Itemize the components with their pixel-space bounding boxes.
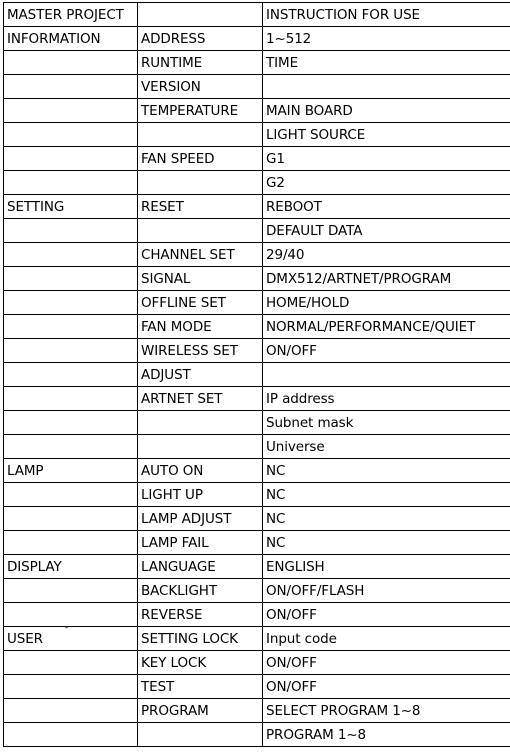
table-row xyxy=(4,219,510,243)
table-cell-category xyxy=(4,243,138,267)
table-cell-instruction: LIGHT SOURCE xyxy=(263,123,510,147)
table-cell-instruction: IP address xyxy=(263,387,510,411)
instruction-table-body xyxy=(4,3,510,747)
table-cell-item xyxy=(138,219,263,243)
table-cell-instruction: REBOOT xyxy=(263,195,510,219)
table-cell-item xyxy=(138,723,263,747)
table-cell-instruction: Universe xyxy=(263,435,510,459)
table-cell-item: ADJUST xyxy=(138,363,263,387)
table-row xyxy=(4,147,510,171)
table-cell-category xyxy=(4,51,138,75)
table-row xyxy=(4,51,510,75)
table-cell-category xyxy=(4,363,138,387)
table-cell-instruction xyxy=(263,363,510,387)
table-cell-item xyxy=(138,171,263,195)
table-row xyxy=(4,435,510,459)
table-cell-instruction: HOME/HOLD xyxy=(263,291,510,315)
table-cell-instruction: ON/OFF xyxy=(263,651,510,675)
table-cell-item: LANGUAGE xyxy=(138,555,263,579)
table-cell-item: PROGRAM xyxy=(138,699,263,723)
table-cell-category xyxy=(4,723,138,747)
table-cell-category xyxy=(4,291,138,315)
table-cell-instruction: ENGLISH xyxy=(263,555,510,579)
table-cell-item: SETTING LOCK xyxy=(138,627,263,651)
table-cell-instruction: ON/OFF xyxy=(263,675,510,699)
table-row xyxy=(4,291,510,315)
table-row xyxy=(4,123,510,147)
table-cell-instruction: ON/OFF/FLASH xyxy=(263,579,510,603)
table-cell-instruction: NC xyxy=(263,507,510,531)
table-cell-category: DISPLAY xyxy=(4,555,138,579)
table-cell-item: FAN SPEED xyxy=(138,147,263,171)
table-cell-instruction: Subnet mask xyxy=(263,411,510,435)
table-cell-instruction: G2 xyxy=(263,171,510,195)
table-row xyxy=(4,723,510,747)
table-cell-instruction: DMX512/ARTNET/PROGRAM xyxy=(263,267,510,291)
table-cell-category xyxy=(4,171,138,195)
table-row xyxy=(4,315,510,339)
table-cell-category xyxy=(4,75,138,99)
table-cell-item: RUNTIME xyxy=(138,51,263,75)
table-row xyxy=(4,339,510,363)
table-row xyxy=(4,99,510,123)
table-row xyxy=(4,579,510,603)
table-cell-item: AUTO ON xyxy=(138,459,263,483)
table-row xyxy=(4,651,510,675)
table-header-row xyxy=(4,3,510,27)
table-cell-category xyxy=(4,699,138,723)
table-cell-category xyxy=(4,411,138,435)
table-cell-instruction: 1~512 xyxy=(263,27,510,51)
header-instruction-for-use: INSTRUCTION FOR USE xyxy=(263,3,510,27)
table-cell-instruction: TIME xyxy=(263,51,510,75)
table-row xyxy=(4,267,510,291)
table-row xyxy=(4,555,510,579)
table-cell-category xyxy=(4,483,138,507)
table-cell-item: LAMP FAIL xyxy=(138,531,263,555)
table-row xyxy=(4,699,510,723)
table-cell-category: SETTING xyxy=(4,195,138,219)
table-cell-category xyxy=(4,435,138,459)
table-cell-instruction: ON/OFF xyxy=(263,339,510,363)
table-cell-category xyxy=(4,675,138,699)
table-cell-item: FAN MODE xyxy=(138,315,263,339)
table-cell-category xyxy=(4,219,138,243)
table-cell-item: KEY LOCK xyxy=(138,651,263,675)
table-cell-item xyxy=(138,435,263,459)
table-cell-instruction: SELECT PROGRAM 1~8 xyxy=(263,699,510,723)
table-cell-item: VERSION xyxy=(138,75,263,99)
table-row xyxy=(4,27,510,51)
table-cell-category xyxy=(4,651,138,675)
table-cell-item: SIGNAL xyxy=(138,267,263,291)
table-cell-item xyxy=(138,123,263,147)
table-cell-instruction: NORMAL/PERFORMANCE/QUIET xyxy=(263,315,510,339)
table-cell-instruction: G1 xyxy=(263,147,510,171)
table-cell-item: TEST xyxy=(138,675,263,699)
table-cell-category xyxy=(4,531,138,555)
table-row xyxy=(4,627,510,651)
table-cell-item: ADDRESS xyxy=(138,27,263,51)
table-cell-instruction: 29/40 xyxy=(263,243,510,267)
table-cell-category xyxy=(4,267,138,291)
table-cell-item: BACKLIGHT xyxy=(138,579,263,603)
table-cell-instruction: PROGRAM 1~8 xyxy=(263,723,510,747)
table-cell-item: TEMPERATURE xyxy=(138,99,263,123)
table-cell-instruction: NC xyxy=(263,483,510,507)
table-cell-instruction: NC xyxy=(263,531,510,555)
table-cell-item: WIRELESS SET xyxy=(138,339,263,363)
table-cell-instruction: NC xyxy=(263,459,510,483)
table-row xyxy=(4,171,510,195)
table-cell-instruction: Input code xyxy=(263,627,510,651)
table-row xyxy=(4,387,510,411)
table-row xyxy=(4,531,510,555)
table-cell-item: LIGHT UP xyxy=(138,483,263,507)
table-cell-item xyxy=(138,411,263,435)
table-row xyxy=(4,363,510,387)
table-row xyxy=(4,675,510,699)
table-cell-category: INFORMATION xyxy=(4,27,138,51)
table-cell-category xyxy=(4,147,138,171)
stray-mark: - xyxy=(65,623,69,633)
table-cell-category: USER xyxy=(4,627,138,651)
table-cell-category xyxy=(4,315,138,339)
table-cell-category xyxy=(4,339,138,363)
instruction-table xyxy=(3,2,510,747)
table-cell-category xyxy=(4,579,138,603)
table-cell-item: REVERSE xyxy=(138,603,263,627)
table-cell-instruction xyxy=(263,75,510,99)
table-row xyxy=(4,243,510,267)
header-blank xyxy=(138,3,263,27)
table-row xyxy=(4,483,510,507)
table-cell-item: OFFLINE SET xyxy=(138,291,263,315)
table-cell-category xyxy=(4,387,138,411)
table-row xyxy=(4,507,510,531)
table-cell-item: LAMP ADJUST xyxy=(138,507,263,531)
table-cell-category xyxy=(4,507,138,531)
table-cell-item: CHANNEL SET xyxy=(138,243,263,267)
table-cell-instruction: DEFAULT DATA xyxy=(263,219,510,243)
table-cell-category xyxy=(4,123,138,147)
header-master-project: MASTER PROJECT xyxy=(4,3,138,27)
table-row xyxy=(4,603,510,627)
table-cell-category xyxy=(4,99,138,123)
table-row xyxy=(4,75,510,99)
table-row xyxy=(4,459,510,483)
table-cell-item: ARTNET SET xyxy=(138,387,263,411)
table-cell-instruction: MAIN BOARD xyxy=(263,99,510,123)
table-cell-item: RESET xyxy=(138,195,263,219)
table-cell-instruction: ON/OFF xyxy=(263,603,510,627)
table-row xyxy=(4,195,510,219)
table-row xyxy=(4,411,510,435)
table-cell-category xyxy=(4,603,138,627)
table-cell-category: LAMP xyxy=(4,459,138,483)
